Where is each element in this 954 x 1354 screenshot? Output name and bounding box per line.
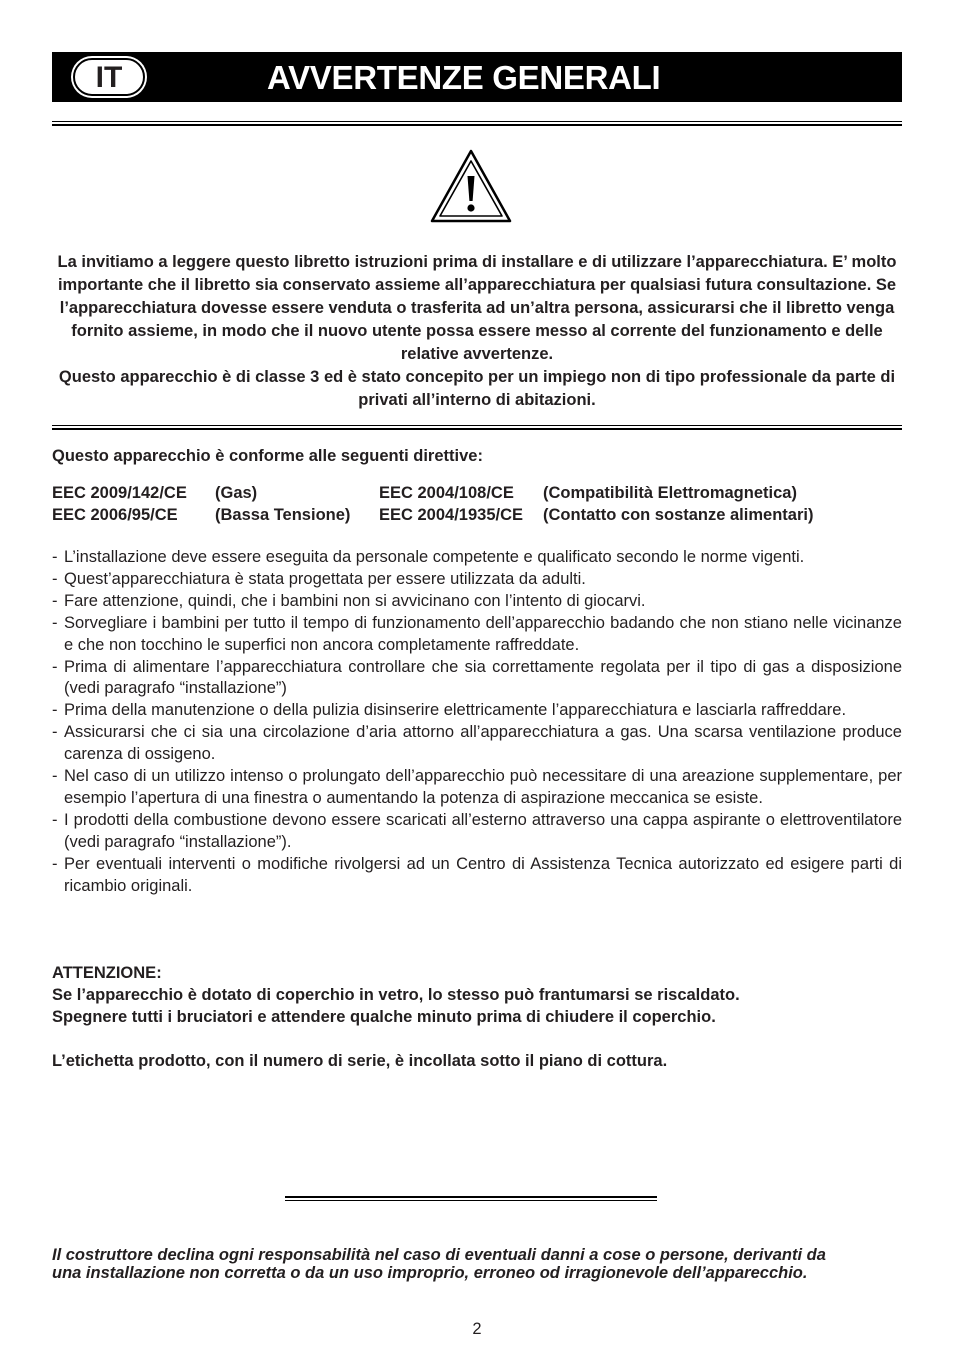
- attention-block: [52, 962, 902, 1028]
- directive-description: (Gas): [215, 484, 258, 502]
- directive-code: EEC 2009/142/CE: [52, 484, 187, 502]
- list-item: - Fare attenzione, quindi, che i bambini non si avvicinano con l’intento di giocarvi.: [52, 591, 646, 610]
- list-item: - Assicurarsi che ci sia una circolazione d’aria attorno all’apparecchiatura a gas. Una scarsa ventilazione produce carenza di ossigeno.: [52, 723, 902, 764]
- section-header: [52, 52, 902, 102]
- warning-triangle-icon: [430, 149, 512, 223]
- directive-code: EEC 2006/95/CE: [52, 506, 178, 524]
- page-number: 2: [472, 1320, 482, 1338]
- list-item: - Quest’apparecchiatura è stata progettata per essere utilizzata da adulti.: [52, 569, 586, 588]
- directive-description: (Contatto con sostanze alimentari): [543, 506, 814, 524]
- directive-code: EEC 2004/108/CE: [379, 484, 514, 502]
- language-badge: IT: [73, 58, 145, 96]
- list-item: - Per eventuali interventi o modifiche rivolgersi ad un Centro di Assistenza Tecnica autorizzato ed esigere parti di ricambio originali.: [52, 854, 902, 895]
- list-item: - Nel caso di un utilizzo intenso o prolungato dell’apparecchio può necessitare di una areazione supplementare, per esempio l’apertura di una finestra o aumentando la potenza di aspirazione meccanica se esiste.: [52, 767, 902, 807]
- product-label-note: L’etichetta prodotto, con il numero di serie, è incollata sotto il piano di cottura.: [52, 1052, 668, 1070]
- divider-bottom: [285, 1196, 657, 1201]
- directive-description: (Compatibilità Elettromagnetica): [543, 484, 797, 502]
- safety-list: [52, 547, 902, 898]
- list-item: - L’installazione deve essere eseguita da personale competente e qualificato secondo le norme vigenti.: [52, 548, 805, 566]
- list-item: - Prima della manutenzione o della pulizia disinserire elettricamente l’apparecchiatura e lasciarla raffreddare.: [52, 701, 847, 720]
- attention-heading: ATTENZIONE:: [52, 964, 162, 982]
- directives-title: Questo apparecchio è conforme alle seguenti direttive:: [52, 447, 483, 465]
- divider-top: [52, 121, 902, 126]
- directive-code: EEC 2004/1935/CE: [379, 506, 524, 524]
- intro-paragraph: La invitiamo a leggere questo libretto istruzioni prima di installare e di utilizzare l’apparecchiatura. E’ molto importante che il libretto sia conservato assieme all’apparecchiatura per qualsiasi futura consultazione. Se l’apparecchiatura dovesse essere venduta o trasferita ad un’altra persona, assicurarsi che il libretto venga fornito assieme, in modo che il nuovo utente possa essere messo al corrente del funzionamento e delle relative avvertenze.: [57, 253, 897, 363]
- attention-line: Se l’apparecchio è dotato di coperchio in vetro, lo stesso può frantumarsi se riscaldato.: [52, 986, 740, 1004]
- disclaimer: [52, 1246, 902, 1282]
- divider-middle: [52, 425, 902, 430]
- disclaimer-line: Il costruttore declina ogni responsabilità nel caso di eventuali danni a cose o persone, derivanti da: [52, 1246, 826, 1264]
- page-title: AVVERTENZE GENERALI: [267, 59, 661, 96]
- intro-text: [52, 251, 902, 412]
- list-item: - I prodotti della combustione devono essere scaricati all’esterno attraverso una cappa aspirante o elettroventilatore (vedi paragrafo “installazione”).: [52, 810, 902, 851]
- list-item: - Prima di alimentare l’apparecchiatura controllare che sia correttamente regolata per il tipo di gas a disposizione (vedi paragrafo “installazione”): [52, 657, 902, 698]
- directive-description: (Bassa Tensione): [215, 506, 351, 524]
- intro-class-note: Questo apparecchio è di classe 3 ed è stato concepito per un impiego non di tipo professionale da parte di privati all’interno di abitazioni.: [58, 368, 896, 409]
- attention-line: Spegnere tutti i bruciatori e attendere qualche minuto prima di chiudere il coperchio.: [52, 1008, 716, 1026]
- list-item: - Sorvegliare i bambini per tutto il tempo di funzionamento dell’apparecchio badando che non stiano nelle vicinanze e che non tocchino le superfici non ancora completamente raffreddate.: [52, 613, 902, 654]
- disclaimer-line: una installazione non corretta o da un uso improprio, erroneo od irragionevole dell’apparecchio.: [52, 1264, 808, 1282]
